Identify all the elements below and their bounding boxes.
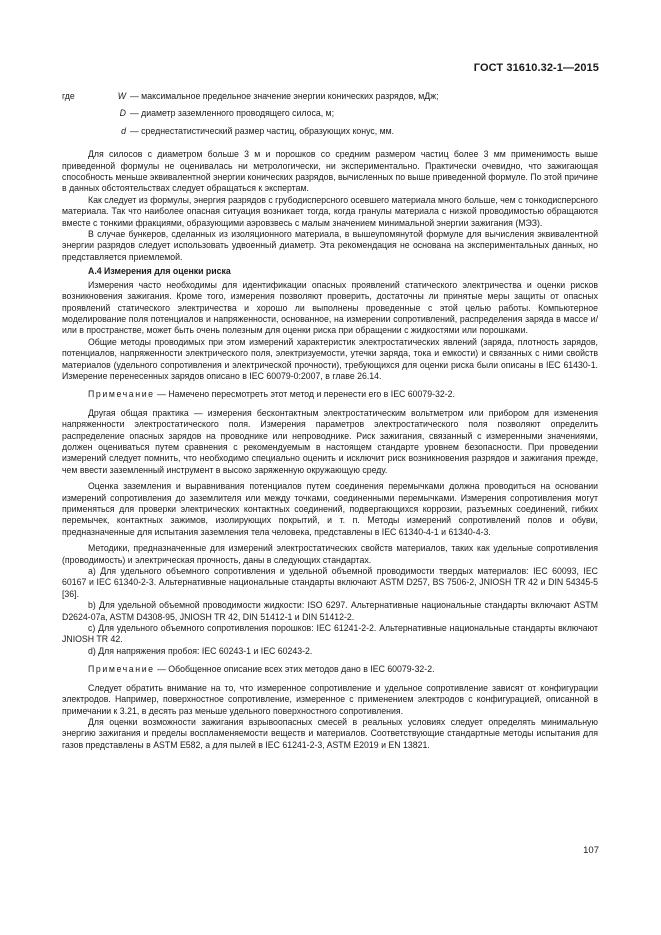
- formula-definitions: [62, 91, 598, 137]
- definition-lead: где: [62, 91, 75, 101]
- paragraph: Следует обратить внимание на то, что измеренное сопротивление и удельное сопротивление зависят от конфигурации электродов. Например, поверхностное сопротивление, измеренное с применением электродов с конфигурацией, описанной в примечании к 3.21, в десять раз меньше удельного поверхностного сопротивления.: [62, 682, 598, 716]
- definition-symbol: D: [119, 108, 126, 119]
- definition-lead: [62, 126, 94, 137]
- paragraph: Оценка заземления и выравнивания потенциалов путем соединения перемычками должна проводиться на основании измерений сопротивления до заземлителя или между точками, соединенными перемычками. Измерения сопротивления могут применяться для проверки электрических контактных соединений, подвергающихся коррозии, разъемных соединений, гибких перемычек, контактных зажимов, изолирующих покрытий, и т. п. Методы измерений сопротивлений полов и обуви, предназначенные для испытания заземления тела человека, представлены в IEC 61340-4-1 и 61340-4-3.: [62, 481, 598, 537]
- standard-header: ГОСТ 31610.32-1—2015: [473, 62, 599, 74]
- note-label: Примечание: [88, 664, 155, 675]
- definition-symbol: d: [121, 125, 126, 136]
- note-label: Примечание: [88, 389, 155, 400]
- paragraph: Методики, предназначенные для измерений электростатических свойств материалов, таких как удельные сопротивления (проводимость) и электрическая прочность, даны в следующих стандартах.: [62, 543, 598, 565]
- paragraph: В случае бункеров, сделанных из изоляционного материала, в вышеупомянутой формуле для вычисления эквивалентной энергии разрядов следует использовать удвоенный диаметр. Эта рекомендация не основана на экспериментальных данных, но представляется приемлемой.: [62, 229, 598, 262]
- definition-row: [62, 108, 598, 119]
- paragraph: Общие методы проводимых при этом измерений характеристик электростатических явлений (заряда, плотность зарядов, потенциалов, напряженности электрического поля, электризуемости, утечки заряда, тока и емкости) и связанных с ними свойств материалов (удельного сопротивления и электрической прочности), требующихся для оценки риска были описаны в IEC 61430-1. Измерение перенесенных зарядов описано в IEC 60079-0:2007, в главе 26.14.: [62, 336, 598, 381]
- note-text: — Обобщенное описание всех этих методов дано в IEC 60079-32-2.: [157, 664, 435, 675]
- note: [62, 389, 598, 400]
- definition-symbol: W: [117, 91, 126, 101]
- note-text: — Намечено пересмотреть этот метод и перенести его в IEC 60079-32-2.: [157, 389, 455, 400]
- paragraph: Для оценки возможности зажигания взрывоопасных смесей в реальных условиях следует определять минимальную энергию зажигания и пределы воспламеняемости веществ и материалов. Соответствующие стандартные методы испытания для газов представлены в ASTM E582, а для пылей в IEC 61241-2-3, ASTM E2019 и EN 13821.: [62, 716, 598, 750]
- paragraph: Другая общая практика — измерения бесконтактным электростатическим вольтметром или прибором для изменения напряженности электростатического поля. Измерения параметров электростатического поля позволяют определить распределение опасных зарядов на проводнике или непроводнике. Риск зажигания, связанный с измеренными значениями, должен оцениваться путем сравнения с рекомендуемым в настоящем стандарте уровнем безопасности. При проведении измерений следует помнить, что необходимо специально оценить и исключит риск возникновения разрядов и зажигания прежде, чем ввести заземленный инструмент в высоко заряженную окружающую среду.: [62, 407, 598, 475]
- definition-text: — диаметр заземленного проводящего силоса, м;: [130, 108, 334, 119]
- paragraph: Измерения часто необходимы для идентификации опасных проявлений статического электричества и оценки рисков возникновения зажигания. Кроме того, измерения позволяют проверить, достаточны ли принятые меры защиты от опасных проявлений статического электричества и хорошо ли выполнены проведенные с этой целью работы. Компьютерное моделирование поля потенциалов и напряженности, основанное, на измерении сопротивлений, распределения заряда в массе и/или в пространстве, может быть очень полезным для оценки риска при обращении с жидкостями или порошками.: [62, 279, 598, 336]
- list-item: b) Для удельной объемной проводимости жидкости: ISO 6297. Альтернативные национальные стандарты включают ASTM D2624-07a, ASTM D4308-95, JNIOSH TR 42, DIN 51412-1 и DIN 51412-2.: [62, 600, 598, 622]
- definition-lead: [62, 108, 94, 119]
- section-heading: А.4 Измерения для оценки риска: [88, 266, 231, 277]
- definition-row: [62, 126, 598, 137]
- definition-text: — максимальное предельное значение энергии конических разрядов, мДж;: [130, 91, 439, 101]
- note: [62, 664, 598, 675]
- paragraph: Для силосов с диаметром больше 3 м и порошков со средним размером частиц более 3 мм применимость выше приведенной формулы не оценивалась ни метрологически, ни экспериментально. Практически очевидно, что зажигающая способность меньше эквивалентной энергии конических разрядов, вычисленных по выше приведенной формуле. По этой причине в данных обстоятельствах следует обращаться к экспертам.: [62, 149, 598, 194]
- list-item: c) Для удельного объемного сопротивления порошков: IEC 61241-2-2. Альтернативные национальные стандарты включают JNIOSH TR 42.: [62, 623, 598, 645]
- list-item: а) Для удельного объемного сопротивления и удельной объемной проводимости твердых материалов: IEC 60093, IEC 60167 и IEC 61340-2-3. Альтернативные национальные стандарты включают ASTM D257, BS 7506-2, JNIOSH TR 42 и DIN 54345-5 [36].: [62, 566, 598, 599]
- definition-row: [62, 91, 598, 102]
- page-number: 107: [583, 845, 599, 856]
- paragraph: Как следует из формулы, энергия разрядов с грубодисперсного осевшего материала много больше, чем с тонкодисперсного материала. Так что наиболее опасная ситуация возникает тогда, когда гранулы материала с низкой проводимостью обращаются вместе с тонкими фракциями, образующими аэровзвесь с малым значением минимальной энергии зажигания (МЭЗ).: [62, 194, 598, 228]
- list-item: d) Для напряжения пробоя: IEC 60243-1 и IEC 60243-2.: [88, 645, 313, 656]
- definition-text: — среднестатистический размер частиц, образующих конус, мм.: [130, 125, 395, 136]
- document-body: [62, 91, 598, 751]
